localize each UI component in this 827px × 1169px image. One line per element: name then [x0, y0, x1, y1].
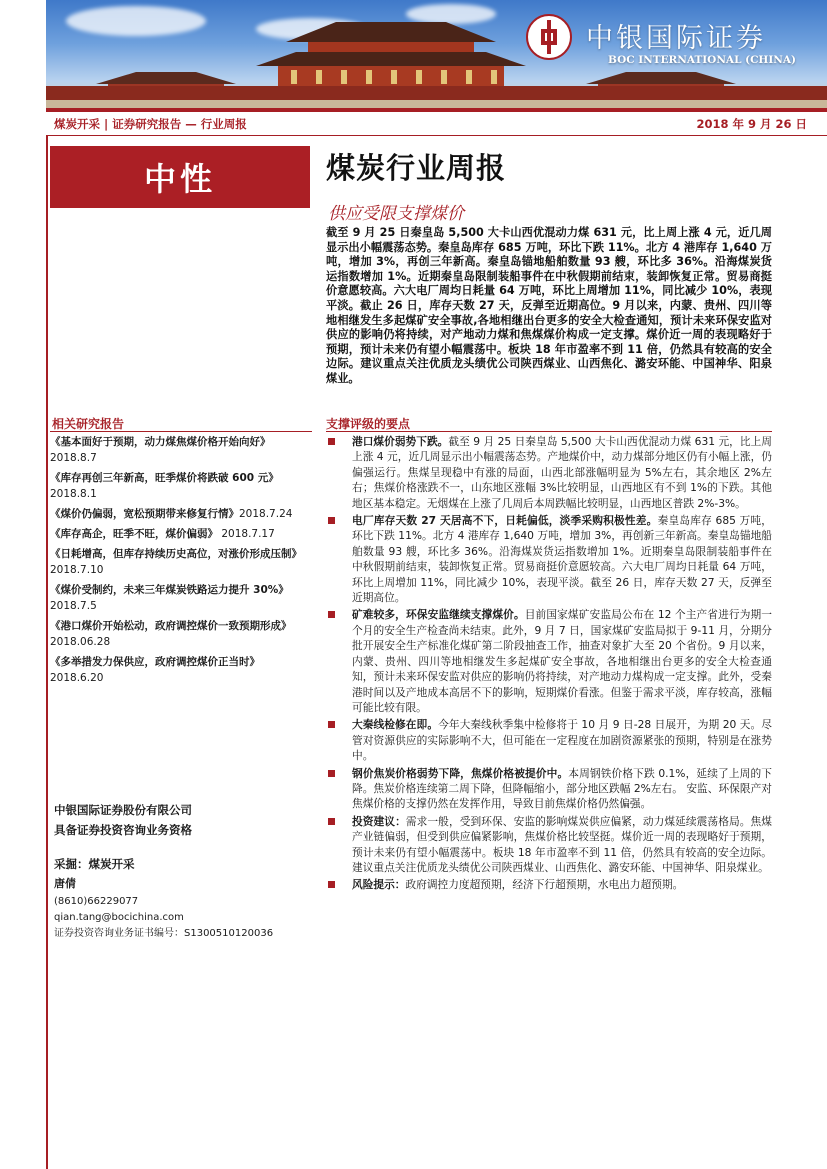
related-reports-rule [50, 431, 312, 432]
brand-name-cn: 中银国际证券 [586, 23, 766, 54]
list-item: 港口煤价弱势下跌。截至 9 月 25 日秦皇岛 5,500 大卡山西优混动力煤 631 元，比上周上涨 4 元，近几周显示出小幅震荡态势。产地煤价中，动力煤部分地区仍有小幅上涨，仍偏强运行。焦煤呈现稳中有涨的局面，山西北部涨幅明显为 5%左右，其余地区 2%左右；焦煤价格涨跌不一，山东地区涨幅 3%比较明显，山西地区有不到 1%的下跌。其他地区基本稳定。无烟煤在上涨了几周后本周跌幅比较明显，山西地区普跌 2%-3%。 [326, 434, 772, 511]
list-item: 投资建议：需求一般，受到环保、安监的影响煤炭供应偏紧，动力煤延续震荡格局。焦煤产业链偏弱，但受到供应偏紧影响，焦煤价格比较坚挺。煤价近一周的表现略好于预期，预计未来仍有望小幅震荡中。板块 18 年市盈率不到 11 倍，仍然具有较高的安全边际。建议重点关注优质龙头绩优公司陕西煤业、山西焦化、潞安环能、中国神华、阳泉煤业。 [326, 814, 772, 876]
report-header-strip [46, 112, 827, 136]
bullet-square-icon [328, 881, 335, 888]
list-item: 矿难较多，环保安监继续支撑煤价。目前国家煤矿安监局公布在 12 个主产省进行为期一个月的安全生产检查尚未结束。此外，9 月 7 日，国家煤矿安监局拟于 9-11 月，分期分批开展安全生产标准化煤矿第二阶段抽查工作，抽查对象扩大至 20 个省份。9 月以来，内蒙、贵州、四川等地相继发生多起煤矿安全事故，各地相继出台更多的安全大检查通知，预计未来环保安监对供应的影响仍将持续，对产地动力煤构成一定支撑。此外，受秦港时间以及产地成本高居不下的影响，短期煤价看涨。但鉴于需求平淡，库存较高，涨幅可能比较有限。 [326, 607, 772, 715]
analyst-sector: 采掘：煤炭开采 [54, 857, 135, 871]
list-item[interactable]: 《库存高企，旺季不旺，煤价偏弱》 2018.7.17 [50, 528, 275, 540]
analyst-license: 证券投资咨询业务证书编号：S1300510120036 [54, 928, 274, 939]
key-points-rule [326, 431, 772, 432]
list-item[interactable]: 《基本面好于预期，动力煤焦煤价格开始向好》 2018.8.7 [50, 436, 271, 464]
analyst-email[interactable]: qian.tang@bocichina.com [54, 912, 184, 923]
boc-logo-icon [526, 14, 572, 60]
header-banner [46, 0, 827, 108]
bullet-square-icon [328, 438, 335, 445]
list-item[interactable]: 《日耗增高，但库存持续历史高位，对涨价形成压制》 2018.7.10 [50, 548, 302, 576]
list-item: 风险提示：政府调控力度超预期，经济下行超预期，水电出力超预期。 [326, 877, 772, 892]
rating-badge: 中性 [50, 146, 310, 208]
list-item[interactable]: 《港口煤价开始松动，政府调控煤价一致预期形成》 2018.06.28 [50, 620, 292, 648]
related-reports-list [50, 434, 318, 690]
key-points-heading: 支撑评级的要点 [326, 417, 411, 431]
palace-ground [46, 100, 827, 108]
bullet-square-icon [328, 611, 335, 618]
brand-name-en: BOC INTERNATIONAL (CHINA) [608, 54, 796, 66]
analyst-phone: (8610)66229077 [54, 896, 139, 907]
bullet-square-icon [328, 770, 335, 777]
company-name: 中银国际证券股份有限公司 [54, 803, 192, 817]
company-qualification: 具备证券投资咨询业务资格 [54, 823, 192, 837]
related-reports-heading: 相关研究报告 [52, 417, 125, 431]
list-item[interactable]: 《多举措发力保供应，政府调控煤价正当时》 2018.6.20 [50, 656, 260, 684]
report-category: 煤炭开采 | 证券研究报告 — 行业周报 [54, 117, 247, 131]
bullet-square-icon [328, 818, 335, 825]
list-item[interactable]: 《煤价仍偏弱，宽松预期带来修复行情》2018.7.24 [50, 508, 293, 520]
bullet-square-icon [328, 721, 335, 728]
list-item: 大秦线检修在即。今年大秦线秋季集中检修将于 10 月 9 日-28 日展开，为期 20 天。尽管对资源供应的实际影响不大，但可能在一定程度在加剧资源紧张的预期，特别是在涨势中。 [326, 717, 772, 763]
analyst-info [54, 856, 273, 942]
left-margin-rule [46, 136, 48, 1169]
list-item[interactable]: 《库存再创三年新高，旺季煤价将跌破 600 元》 2018.8.1 [50, 472, 279, 500]
key-points-list [326, 434, 772, 895]
list-item: 电厂库存天数 27 天居高不下，日耗偏低，淡季采购积极性差。秦皇岛库存 685 万吨，环比下跌 11%。北方 4 港库存 1,640 万吨，增加 3%，再创新三年新高。秦皇岛锚地船舶数量 93 艘，环比多 36%。沿海煤炭货运指数增加 1%。近期秦皇岛限制装船事件在中秋假期前结束，装卸恢复正常。贸易商挺价意愿较高。六大电厂周均日耗量 64 万吨，环比上周增加 11%，同比减少 10%，表现平淡。截至 26 日，库存天数 27 天，反弹至近期高位。 [326, 513, 772, 605]
page-title: 煤炭行业周报 [326, 151, 507, 185]
bullet-square-icon [328, 517, 335, 524]
company-info [54, 800, 192, 840]
page-subtitle: 供应受限支撑煤价 [328, 204, 464, 224]
list-item[interactable]: 《煤价受制约，未来三年煤炭铁路运力提升 30%》 2018.7.5 [50, 584, 289, 612]
report-summary: 截至 9 月 25 日秦皇岛 5,500 大卡山西优混动力煤 631 元，比上周上涨 4 元，近几周显示出小幅震荡态势。秦皇岛库存 685 万吨，环比下跌 11%。北方 4 港库存 1,640 万吨，增加 3%，再创三年新高。秦皇岛锚地船舶数量 93 艘，环比多 36%。沿海煤炭货运指数增加 1%。近期秦皇岛限制装船事件在中秋假期前结束，装卸恢复正常。贸易商挺价意愿较高。六大电厂周均日耗量 64 万吨，环比上周增加 11%，同比减少 10%，表现平淡。截止 26 日，库存天数 27 天，反弹至近期高位。9 月以来，内蒙、贵州、四川等地相继发生多起煤矿安全事故,各地相继出台更多的安全大检查通知，预计未来环保安监对供应的影响仍将持续，对产地动力煤和焦煤煤价构成一定支撑。煤价近一周的表现略好于预期，预计未来仍有望小幅震荡中。板块 18 年市盈率不到 11 倍，仍然具有较高的安全边际。建议重点关注优质龙头绩优公司陕西煤业、山西焦化、潞安环能、中国神华、阳泉煤业。 [326, 226, 772, 385]
analyst-name: 唐倩 [54, 877, 76, 890]
list-item: 钢价焦炭价格弱势下降，焦煤价格被提价中。本周钢铁价格下跌 0.1%，延续了上周的下降。焦炭价格连续第二周下降，但降幅缩小，部分地区跌幅 2%左右。 安监、环保限产对焦煤价格的支撑仍然在发挥作用，导致目前焦煤价格仍然偏强。 [326, 766, 772, 812]
report-date: 2018 年 9 月 26 日 [696, 117, 807, 131]
